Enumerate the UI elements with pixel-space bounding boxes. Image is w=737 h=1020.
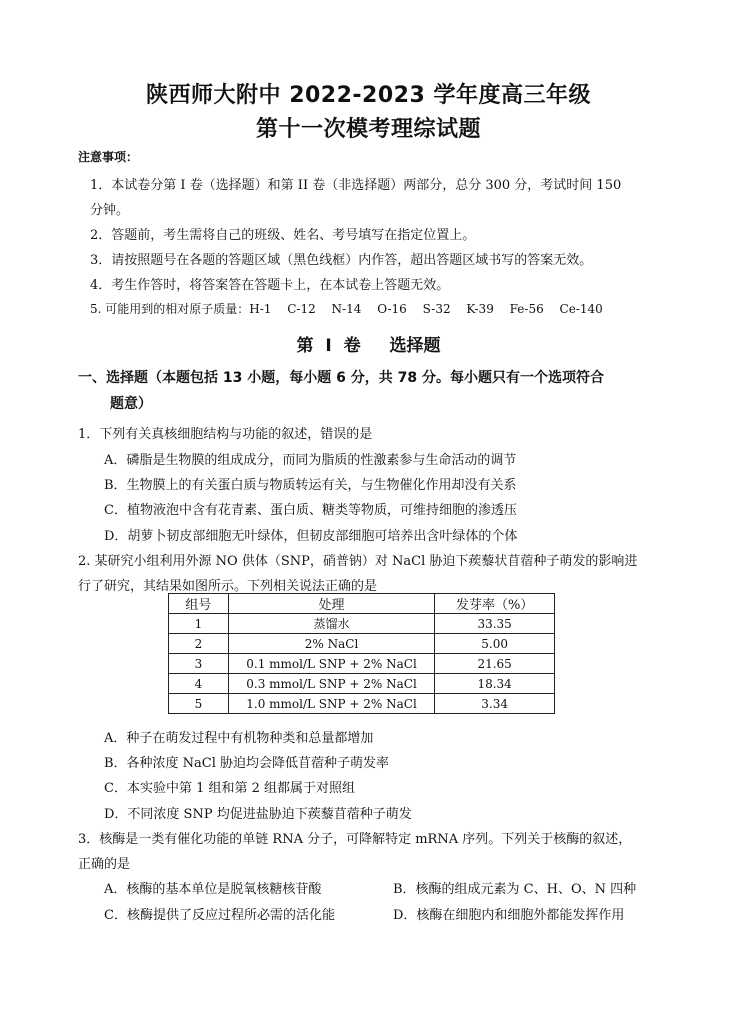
table-cell: 4 [169,674,229,694]
table-cell: 2 [169,634,229,654]
notice-item-3: 3．请按照题号在各题的答题区域（黑色线框）内作答，超出答题区域书写的答案无效。 [90,253,593,268]
table-row [169,694,555,714]
notice-item-1-cont: 分钟。 [90,203,130,218]
q3-stem: 3．核酶是一类有催化功能的单链 RNA 分子，可降解特定 mRNA 序列。下列关于核酶的叙述， [78,832,632,847]
table-row [169,634,555,654]
table-cell: 21.65 [435,654,555,674]
table-cell: 1 [169,614,229,634]
header-treatment: 处理 [228,594,434,614]
notice-item-4: 4．考生作答时，将答案答在答题卡上，在本试卷上答题无效。 [90,278,450,293]
q3-option-b: B．核酶的组成元素为 C、H、O、N 四种 [393,882,637,897]
table-cell: 3 [169,654,229,674]
table-row [169,614,555,634]
q3-stem-cont: 正确的是 [78,857,131,872]
table-cell: 5 [169,694,229,714]
q3-option-c: C．核酶提供了反应过程所必需的活化能 [104,908,335,923]
part1-heading-cont: 题意） [110,396,152,412]
table-cell: 5.00 [435,634,555,654]
header-group: 组号 [169,594,229,614]
section-title: 第 I 卷 选择题 [296,336,441,356]
table-cell: 0.3 mmol/L SNP + 2% NaCl [228,674,434,694]
q1-option-a: A．磷脂是生物膜的组成成分，而同为脂质的性激素参与生命活动的调节 [104,453,517,468]
table-cell: 3.34 [435,694,555,714]
q1-option-b: B．生物膜上的有关蛋白质与物质转运有关，与生物催化作用却没有关系 [104,478,517,493]
table-cell: 18.34 [435,674,555,694]
q1-stem: 1．下列有关真核细胞结构与功能的叙述，错误的是 [78,427,373,442]
part1-heading: 一、选择题（本题包括 13 小题，每小题 6 分，共 78 分。每小题只有一个选项符合 [78,370,604,386]
q2-stem-cont: 行了研究，其结果如图所示。下列相关说法正确的是 [78,579,378,594]
notice-item-1: 1．本试卷分第 I 卷（选择题）和第 II 卷（非选择题）两部分，总分 300 分，考试时间 150 [90,178,622,193]
table-cell: 1.0 mmol/L SNP + 2% NaCl [228,694,434,714]
q2-option-c: C．本实验中第 1 组和第 2 组都属于对照组 [104,781,356,796]
notice-item-2: 2．答题前，考生需将自己的班级、姓名、考号填写在指定位置上。 [90,228,476,243]
q1-option-c: C．植物液泡中含有花青素、蛋白质、糖类等物质，可维持细胞的渗透压 [104,503,517,518]
table-cell: 33.35 [435,614,555,634]
q1-option-d: D．胡萝卜韧皮部细胞无叶绿体，但韧皮部细胞可培养出含叶绿体的个体 [104,529,518,544]
notice-heading: 注意事项： [78,150,139,164]
notice-item-5: 5. 可能用到的相对原子质量：H-1 C-12 N-14 O-16 S-32 K-39 Fe-56 Ce-140 [90,302,603,316]
table-cell: 蒸馏水 [228,614,434,634]
q2-stem: 2. 某研究小组利用外源 NO 供体（SNP，硝普钠）对 NaCl 胁迫下蒺藜状苜蓿种子萌发的影响进 [78,554,638,569]
q2-option-b: B．各种浓度 NaCl 胁迫均会降低苜蓿种子萌发率 [104,756,390,771]
table-cell: 0.1 mmol/L SNP + 2% NaCl [228,654,434,674]
q3-option-a: A．核酶的基本单位是脱氧核糖核苷酸 [104,882,322,897]
table-cell: 2% NaCl [228,634,434,654]
q2-option-a: A．种子在萌发过程中有机物种类和总量都增加 [104,731,374,746]
q2-option-d: D．不同浓度 SNP 均促进盐胁迫下蒺藜苜蓿种子萌发 [104,807,412,822]
exam-title-line2: 第十一次模考理综试题 [255,117,481,142]
table-row [169,674,555,694]
header-germination: 发芽率（%） [435,594,555,614]
table-header-row [169,594,555,614]
table-row [169,654,555,674]
q3-option-d: D．核酶在细胞内和细胞外都能发挥作用 [393,908,625,923]
exam-title-line1: 陕西师大附中 2022-2023 学年度高三年级 [146,83,591,108]
results-table [168,593,555,714]
